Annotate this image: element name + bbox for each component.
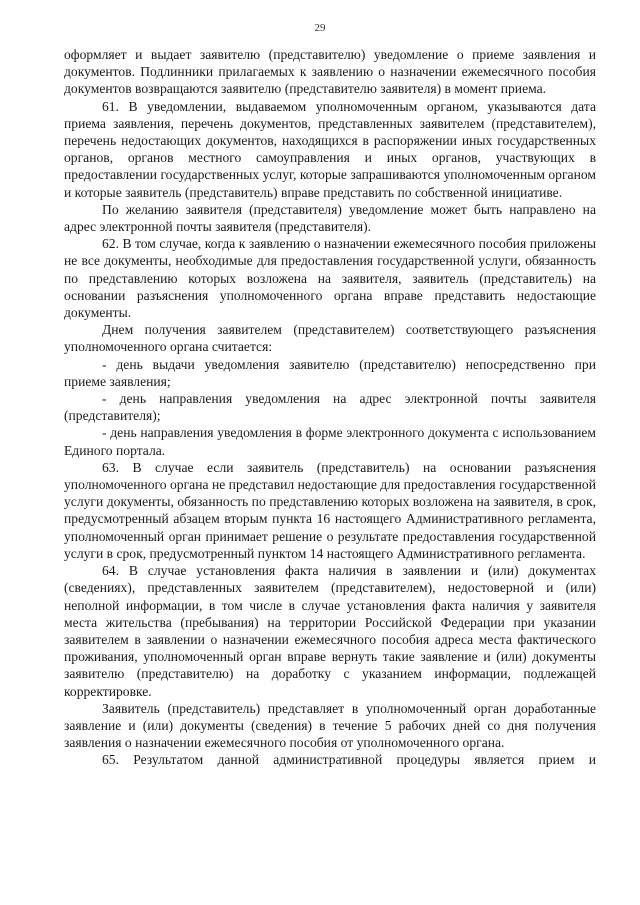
- list-item-email-delivery: - день направления уведомления на адрес электронной почты заявителя (представителя);: [64, 391, 596, 424]
- document-body: [64, 46, 596, 769]
- paragraph-resubmission: Заявитель (представитель) представляет в уполномоченный орган доработанные заявление и (или) документы (сведения) в течение 5 рабочих дней со дня получения заявления о назначении ежемесячного пособия от уполномоченного органа.: [64, 700, 596, 751]
- list-item-direct-delivery: - день выдачи уведомления заявителю (представителю) непосредственно при приеме заявления;: [64, 356, 596, 389]
- list-item-portal-delivery: - день направления уведомления в форме электронного документа с использованием Единого портала.: [64, 425, 596, 458]
- page-number: 29: [314, 22, 326, 34]
- paragraph-email-notice: По желанию заявителя (представителя) уведомление может быть направлено на адрес электронной почты заявителя (представителя).: [64, 201, 596, 235]
- paragraph-item-61: 61. В уведомлении, выдаваемом уполномоченным органом, указываются дата приема заявления, перечень документов, представленных заявителем (представителем), перечень недостающих документов, находящихся в распоряжении иных государственных органов, органов местного самоуправления и иных органов, участвующих в предоставлении государственных услуг, которые запрашиваются уполномоченным органом и которые заявитель (представитель) вправе представить по собственной инициативе.: [64, 98, 596, 200]
- paragraph-item-63: 63. В случае если заявитель (представитель) на основании разъяснения уполномоченного органа не представил недостающие для предоставления государственной услуги документы, обязанность по представлению которых возложена на заявителя, в срок, предусмотренный абзацем вторым пункта 16 настоящего Административного регламента, уполномоченный орган принимает решение о результате предоставления государственной услуги в срок, предусмотренный пунктом 14 настоящего Административного регламента.: [64, 459, 596, 561]
- paragraph-item-65: 65. Результатом данной административной процедуры является прием и: [102, 752, 596, 768]
- paragraph-continuation: оформляет и выдает заявителю (представителю) уведомление о приеме заявления и документов. Подлинники прилагаемых к заявлению о назначении ежемесячного пособия документов возвращаются заявителю (представителю заявителя) в момент приема.: [64, 47, 596, 97]
- paragraph-item-64: 64. В случае установления факта наличия в заявлении и (или) документах (сведениях), представленных заявителем (представителем), недостоверной и (или) неполной информации, в том числе в случае установления факта наличия у заявителя места жительства (пребывания) на территории Российской Федерации при указании заявителем в заявлении о назначении ежемесячного пособия адреса места фактического проживания, уполномоченный орган вправе вернуть такие заявление и (или) документы заявителю (представителю) на доработку с указанием информации, подлежащей корректировке.: [64, 563, 596, 699]
- paragraph-receipt-day: Днем получения заявителем (представителем) соответствующего разъяснения уполномоченного органа считается:: [64, 322, 596, 355]
- paragraph-item-62: 62. В том случае, когда к заявлению о назначении ежемесячного пособия приложены не все документы, необходимые для предоставления государственной услуги, обязанность по представлению которых возложена на заявителя, заявитель (представитель) на основании разъяснения уполномоченного органа вправе представить недостающие документы.: [64, 236, 596, 321]
